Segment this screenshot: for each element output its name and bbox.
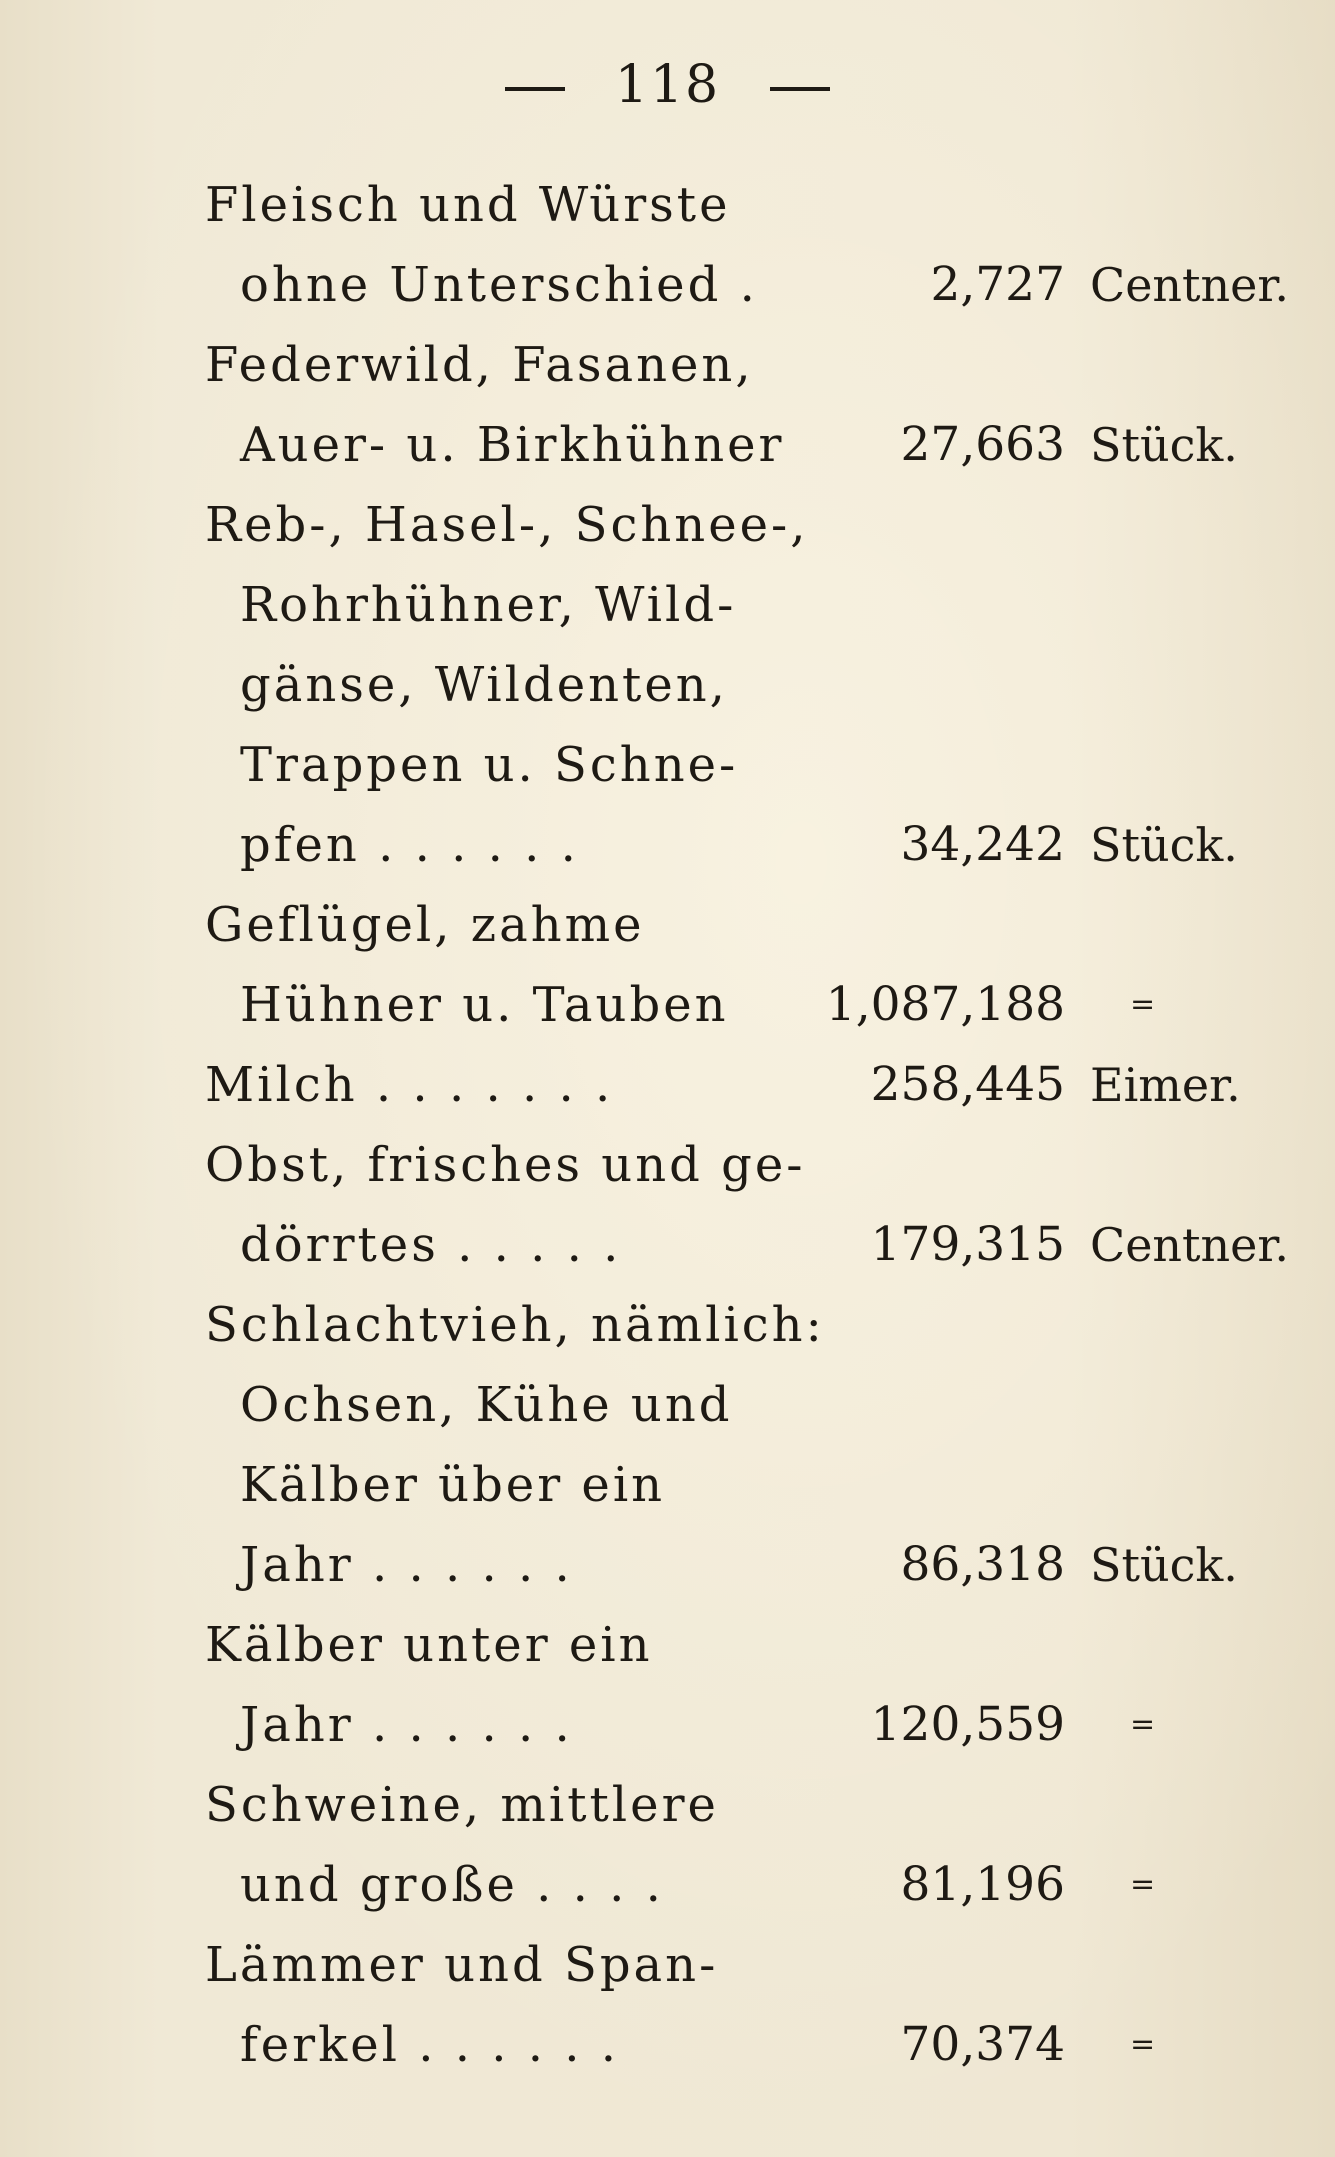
entry-value: 258,445 [870,1057,1065,1112]
text-line [0,1605,1335,1685]
entry-unit: Stück. [1090,818,1238,872]
entry-label: Trappen u. Schne- [240,737,739,793]
entry-value: 120,559 [870,1697,1065,1752]
text-line [0,1525,1335,1605]
entry-label: gänse, Wildenten, [240,657,728,713]
entry-unit: = [1130,1867,1156,1902]
entry-unit: Centner. [1090,258,1289,312]
entry-label: Reb-, Hasel-, Schnee-, [205,497,809,553]
text-line [0,645,1335,725]
page-number: 118 [614,55,721,115]
text-line [0,325,1335,405]
entry-unit: Centner. [1090,1218,1289,1272]
text-line [0,725,1335,805]
entry-label: Auer- u. Birkhühner [240,417,785,473]
text-line [0,1125,1335,1205]
entry-value: 1,087,188 [825,977,1065,1032]
entry-value: 2,727 [930,257,1065,312]
entry-label: Kälber unter ein [205,1617,653,1673]
entry-label: Hühner u. Tauben [240,977,729,1033]
text-line [0,1445,1335,1525]
entry-label: Rohrhühner, Wild- [240,577,737,633]
text-line [0,405,1335,485]
entry-label: Federwild, Fasanen, [205,337,754,393]
entry-label: ohne Unterschied . [240,257,758,313]
entry-unit: = [1130,2027,1156,2062]
text-line [0,1845,1335,1925]
text-line [0,485,1335,565]
text-line [0,2005,1335,2085]
text-line [0,245,1335,325]
entry-value: 81,196 [900,1857,1065,1912]
entry-label: pfen . . . . . . [240,817,579,873]
entry-label: Ochsen, Kühe und [240,1377,733,1433]
entry-value: 70,374 [900,2017,1065,2072]
entry-value: 34,242 [900,817,1065,872]
entry-label: Kälber über ein [240,1457,666,1513]
entry-label: dörrtes . . . . . [240,1217,622,1273]
entry-label: Lämmer und Span- [205,1937,719,1993]
entry-value: 27,663 [900,417,1065,472]
text-line [0,1205,1335,1285]
text-line [0,1365,1335,1445]
text-line [0,965,1335,1045]
text-line [0,165,1335,245]
text-line [0,1765,1335,1845]
entry-label: Milch . . . . . . . [205,1057,614,1113]
entry-unit: = [1130,1707,1156,1742]
entry-label: Schlachtvieh, nämlich: [205,1297,825,1353]
text-line [0,805,1335,885]
text-line [0,885,1335,965]
entry-label: ferkel . . . . . . [240,2017,620,2073]
entry-unit: Stück. [1090,418,1238,472]
text-line [0,1925,1335,2005]
entry-label: Jahr . . . . . . [240,1537,573,1593]
entry-unit: = [1130,987,1156,1022]
entry-label: Fleisch und Würste [205,177,731,233]
entry-label: Obst, frisches und ge- [205,1137,806,1193]
text-line [0,1685,1335,1765]
entry-label: und große . . . . [240,1857,664,1913]
entry-label: Schweine, mittlere [205,1777,719,1833]
entry-unit: Stück. [1090,1538,1238,1592]
entry-value: 86,318 [900,1537,1065,1592]
text-line [0,565,1335,645]
entry-label: Jahr . . . . . . [240,1697,573,1753]
text-line [0,1285,1335,1365]
entry-unit: Eimer. [1090,1058,1241,1112]
entry-label: Geflügel, zahme [205,897,645,953]
text-line [0,1045,1335,1125]
entry-value: 179,315 [870,1217,1065,1272]
